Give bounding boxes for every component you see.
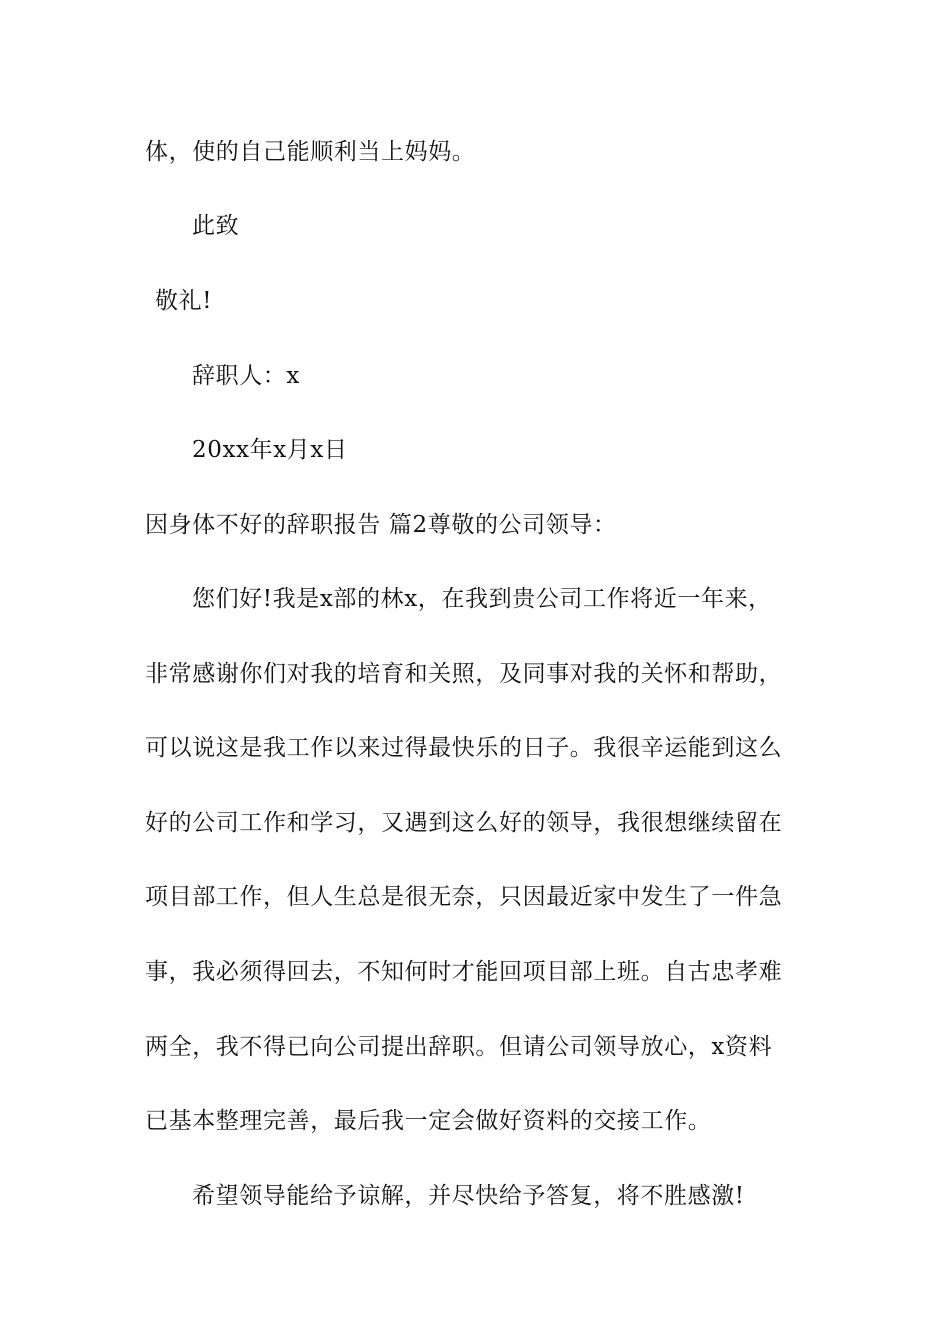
paragraph-line: 非常感谢你们对我的培育和关照，及同事对我的关怀和帮助， — [145, 661, 783, 687]
paragraph-line: 事，我必须得回去，不知何时才能回项目部上班。自古忠孝难 — [145, 959, 783, 985]
signature-date: 20xx年x月x日 — [192, 437, 348, 463]
text-line-closing-sentence: 体，使的自己能顺利当上妈妈。 — [145, 139, 476, 165]
salutation-jingli: 敬礼! — [155, 288, 213, 314]
paragraph-line: 已基本整理完善，最后我一定会做好资料的交接工作。 — [145, 1108, 712, 1134]
paragraph-line-closing: 希望领导能给予谅解，并尽快给予答复，将不胜感激! — [192, 1183, 745, 1209]
paragraph-line: 好的公司工作和学习，又遇到这么好的领导，我很想继续留在 — [145, 810, 783, 836]
paragraph-line: 两全，我不得已向公司提出辞职。但请公司领导放心，x资料 — [145, 1034, 773, 1060]
paragraph-line: 项目部工作，但人生总是很无奈，只因最近家中发生了一件急 — [145, 884, 783, 910]
section-heading-part2: 因身体不好的辞职报告 篇2尊敬的公司领导： — [145, 512, 617, 538]
paragraph-line: 您们好!我是x部的林x，在我到贵公司工作将近一年来， — [192, 586, 772, 612]
signature-resigner: 辞职人：x — [192, 363, 300, 389]
paragraph-line: 可以说这是我工作以来过得最快乐的日子。我很辛运能到这么 — [145, 735, 783, 761]
salutation-cizhi: 此致 — [192, 213, 240, 239]
